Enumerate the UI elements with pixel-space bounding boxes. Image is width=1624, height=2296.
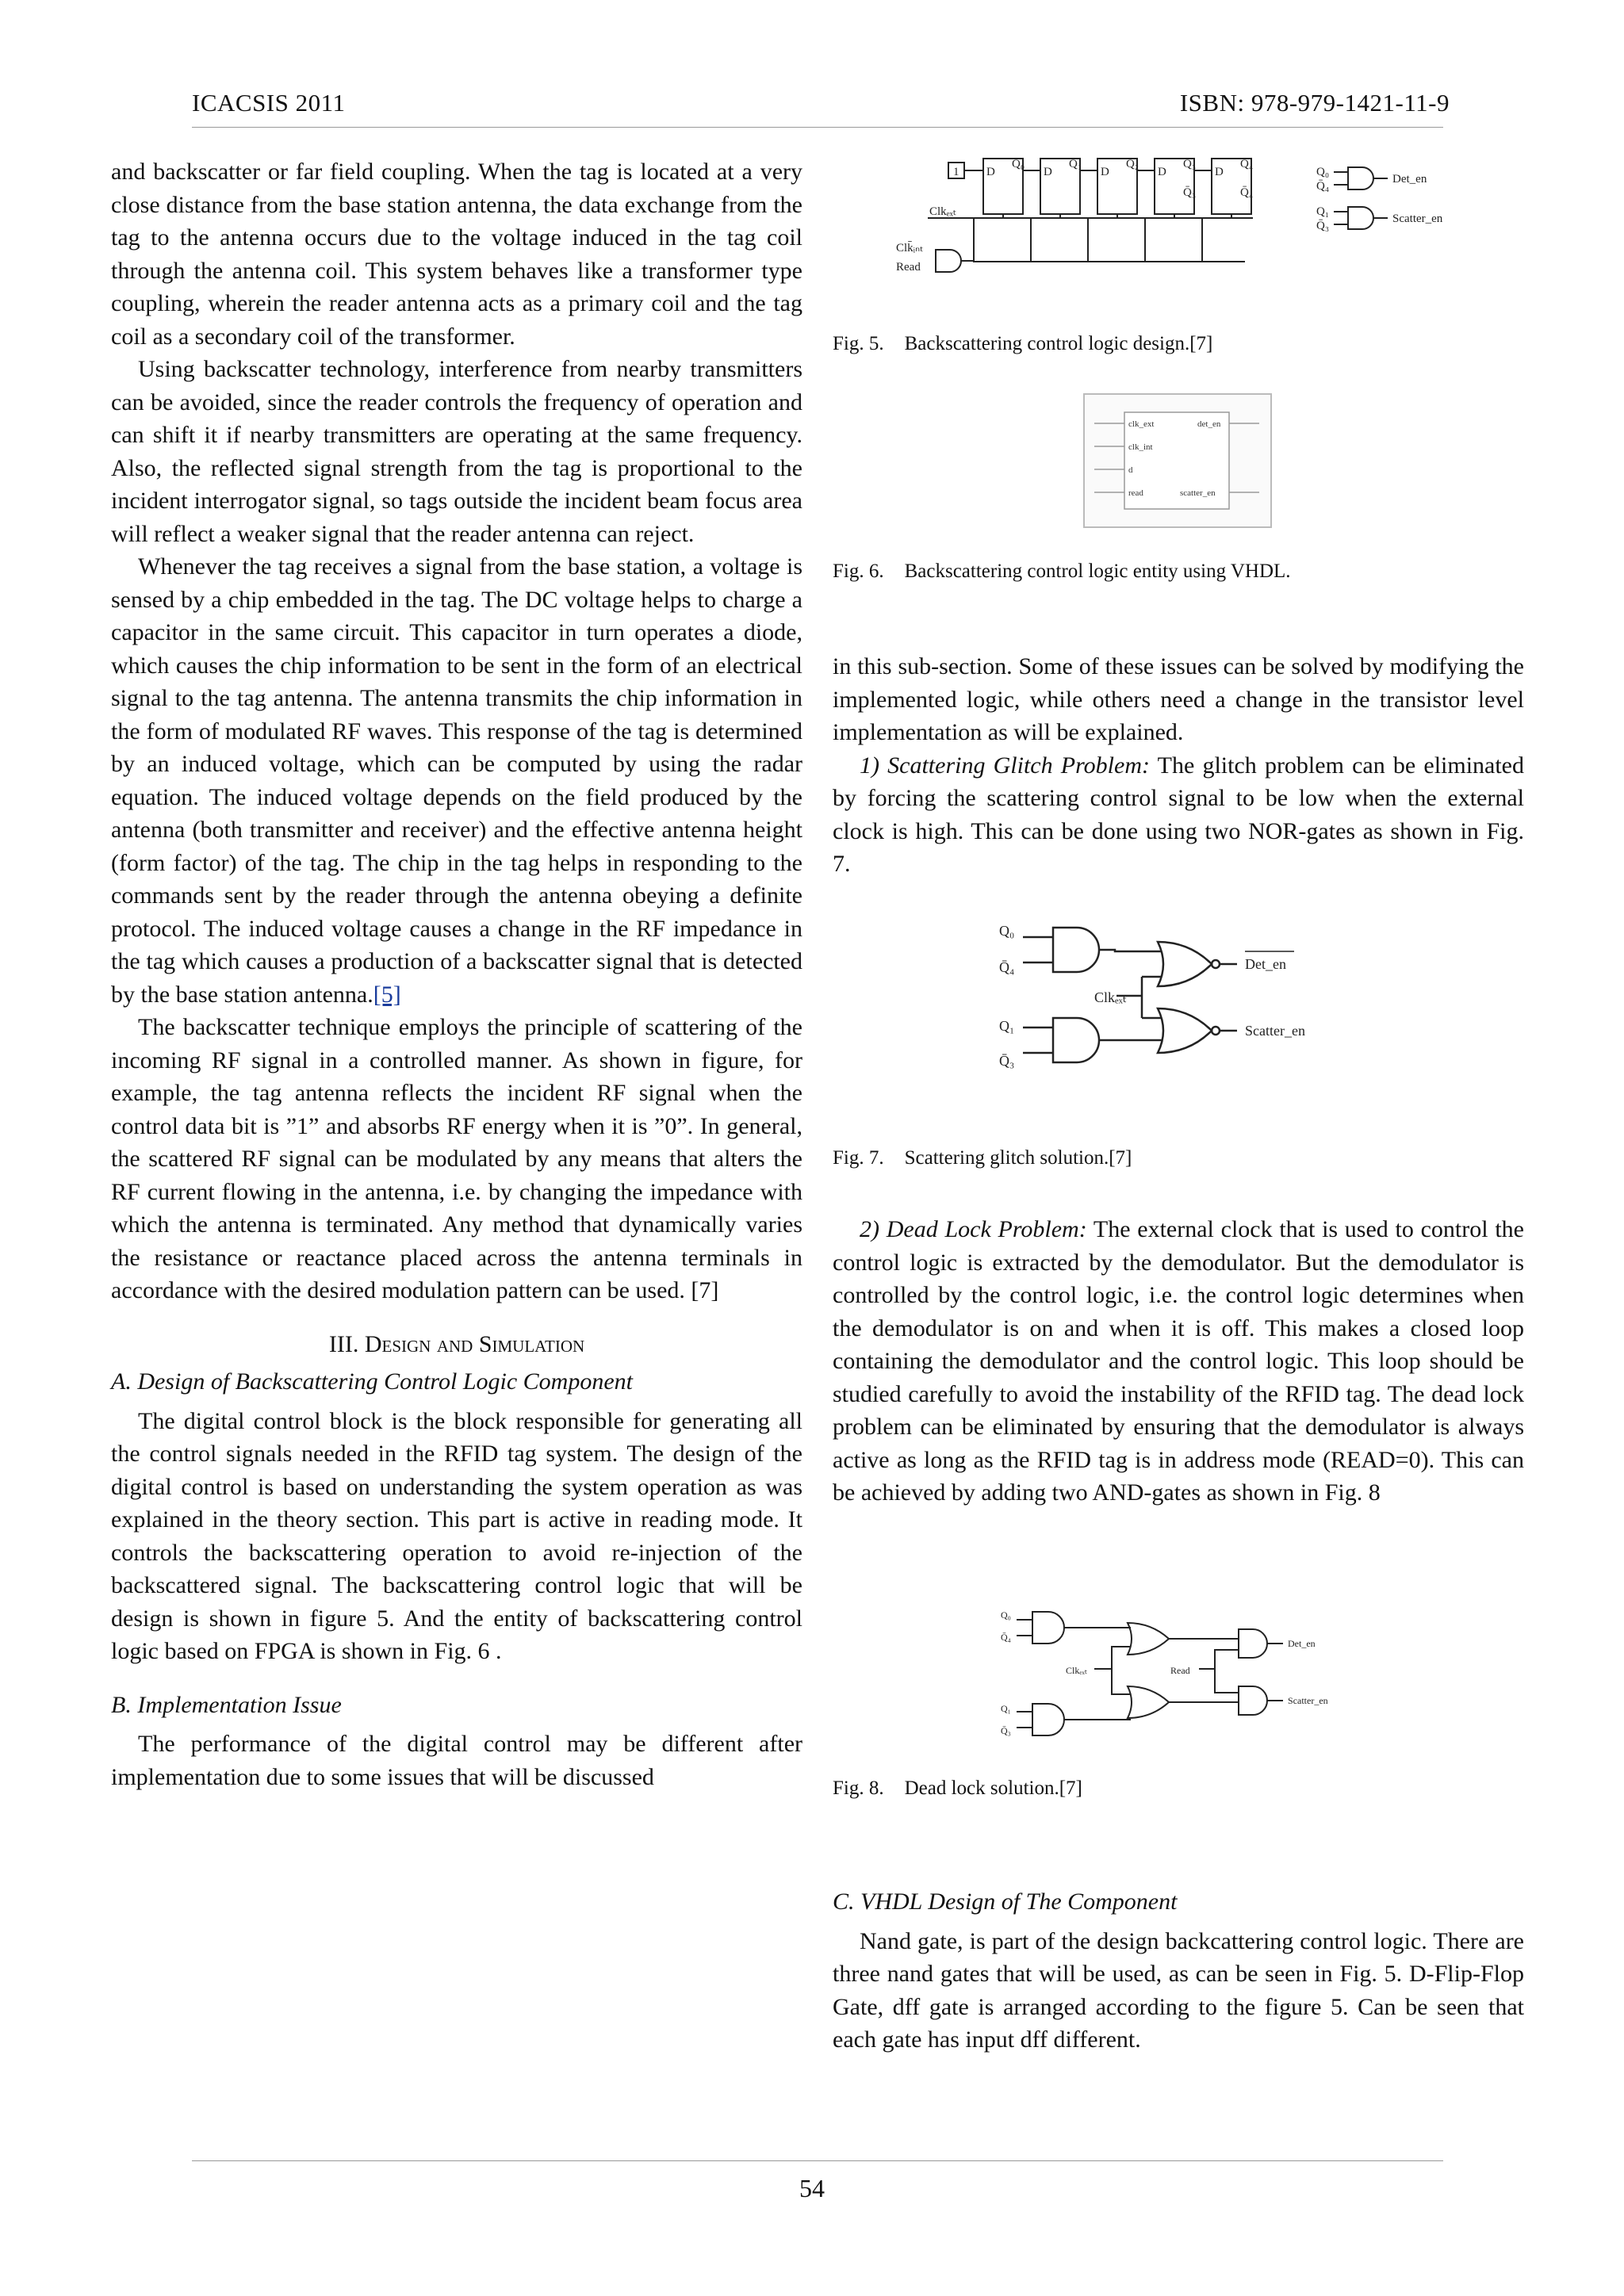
clk-ext-label: Clkₑₓₜ	[1094, 989, 1128, 1005]
figure-caption-text: Backscattering control logic design.[7]	[904, 333, 1213, 354]
read-label: Read	[1170, 1665, 1190, 1676]
ff-nq4: Q̄₄	[1240, 186, 1254, 199]
paragraph-text: The glitch problem can be eliminated by forcing the scattering control signal to be low when the external clock is high. This can be done using two NOR-gates as shown in Fig. 7.	[833, 752, 1524, 877]
paragraph-text: The external clock that is used to control the control logic is extracted by the demodulator. But the demodulator is controlled by the control logic, i.e. the control logic determines when the demodulator is on and when it is off. This makes a closed loop containing the demodulator and the control logic. This loop should be studied carefully to avoid the instability of the RFID tag. The dead lock problem can be eliminated by ensuring that the demodulator is always active as long as the RFID tag is in address mode (READ=0). This can be achieved by adding two AND-gates as shown in Fig. 8	[833, 1216, 1524, 1506]
paragraph: The backscatter technique employs the principle of scattering of the incoming RF signal in a controlled manner. As shown in figure, for example, the tag antenna reflects the incident RF signal when the control data bit is ”1” and absorbs RF energy when it is ”0”. In general, the scattered RF signal can be modulated by any means that alters the RF current flowing in the antenna, i.e. by changing the impedance with which the antenna is terminated. Any method that dynamically varies the resistance or reactance placed across the antenna terminals in accordance with the desired modulation pattern can be used. [7]	[111, 1014, 802, 1303]
citation-link[interactable]: [5]	[373, 981, 401, 1008]
ff-q0: Q₀	[1012, 158, 1025, 170]
port-read: read	[1128, 488, 1143, 498]
footer-rule	[192, 2160, 1443, 2161]
ff-q3: Q₃	[1183, 158, 1197, 170]
paragraph: and backscatter or far field coupling. When the tag is located at a very close distance from the base station antenna, the data exchange from the tag to the antenna occurs due to the voltage induced in the tag coil through the antenna coil. This system behaves like a transformer type coupling, wherein the reader antenna acts as a primary coil and the tag coil as a secondary coil of the transformer.	[111, 159, 802, 350]
clk-ext-label: Clkₑₓₜ	[929, 205, 957, 218]
section-title: Design and Simulation	[364, 1330, 585, 1357]
clk-ext-label: Clkₑₓₜ	[1066, 1665, 1088, 1676]
paragraph: The digital control block is the block responsible for generating all the control signals needed in the RFID tag system. The design of the digital control is based on understanding the system operation as was explained in the theory section. This part is active in reading mode. It controls the backscattering operation to avoid re-injection of the backscattered signal. The backscattering control logic that will be design is shown in figure 5. And the entity of backscattering control logic based on FPGA is shown in Fig. 6 .	[111, 1407, 802, 1664]
figure-6-caption	[833, 561, 1291, 583]
scatter-en-output: Scatter_en	[1288, 1695, 1328, 1706]
paragraph-text: Whenever the tag receives a signal from the base station, a voltage is sensed by a chip embedded in the tag. The DC voltage helps to charge a capacitor in the same circuit. This capacitor in turn operates a diode, which causes the chip information to be sent in the form of an electrical signal to the tag antenna. The antenna transmits the chip information in the form of modulated RF waves. This response of the tag is determined by an induced voltage, which can be computed by using the radar equation. The induced voltage depends on the field produced by the antenna (both transmitter and receiver) and the effective antenna height (form factor) of the tag. The chip in the tag helps in responding to the commands sent by the reader through the antenna obeying a definite protocol. The induced voltage causes a change in the RF impedance in the tag which causes a production of a backscatter signal that is detected by the base station antenna.	[111, 553, 802, 1008]
subsection-heading: B. Implementation Issue	[111, 1691, 342, 1718]
input-nq4: Q̄₄	[999, 959, 1015, 975]
figure-8-diagram	[1001, 1605, 1350, 1756]
right-column-middle	[833, 1213, 1524, 1510]
ff-q4: Q₄	[1240, 158, 1254, 170]
ff-d: D	[1044, 166, 1052, 178]
input-nq3: Q̄₃	[1001, 1725, 1011, 1736]
running-header-conference: ICACSIS 2011	[192, 89, 346, 117]
port-clk-int: clk_int	[1128, 442, 1153, 452]
page-number: 54	[799, 2174, 825, 2202]
input-q1: Q₁	[999, 1018, 1015, 1034]
clk-int-label: Clk̄ᵢₙₜ	[896, 242, 924, 254]
port-clk-ext: clk_ext	[1128, 419, 1155, 429]
port-d: d	[1128, 465, 1133, 475]
paragraph	[833, 749, 1524, 881]
figure-6-diagram	[1083, 393, 1272, 528]
scatter-en-output: Scatter_en	[1245, 1023, 1305, 1039]
ff-d: D	[1215, 166, 1224, 178]
port-det-en: det_en	[1197, 419, 1221, 429]
right-column-top	[833, 650, 1524, 881]
subsubsection-heading: 2) Dead Lock Problem:	[860, 1216, 1087, 1242]
subsection-heading: C. VHDL Design of The Component	[833, 1888, 1178, 1915]
paragraph: in this sub-section. Some of these issues can be solved by modifying the implemented logic, while others need a change in the transistor level implementation as will be explained.	[833, 653, 1524, 745]
paragraph: Nand gate, is part of the design backcattering control logic. There are three nand gates that will be used, as can be seen in Fig. 5. D-Flip-Flop Gate, dff gate is arranged according to the figure 5. Can be seen that each gate has input dff different.	[833, 1927, 1524, 2053]
const-one: 1	[953, 166, 959, 178]
paragraph	[111, 550, 802, 1011]
figure-7-diagram	[999, 920, 1380, 1086]
figure-caption-text: Scattering glitch solution.[7]	[904, 1147, 1132, 1169]
paragraph: The performance of the digital control may be different after implementation due to some issues that will be discussed	[111, 1731, 802, 1790]
det-en-output: Det_en	[1288, 1638, 1316, 1649]
figure-caption-text: Dead lock solution.[7]	[904, 1777, 1082, 1799]
section-number: III.	[328, 1330, 359, 1357]
input-nq4: Q̄₄	[1001, 1632, 1011, 1643]
right-column-bottom	[833, 1885, 1524, 2057]
ff-nq3: Q̄₃	[1183, 186, 1197, 199]
read-label: Read	[896, 261, 921, 274]
input-q0: Q₀	[1001, 1609, 1011, 1621]
subsubsection-heading: 1) Scattering Glitch Problem:	[860, 752, 1150, 779]
figure-8-caption	[833, 1777, 1082, 1800]
figure-label: Fig. 7.	[833, 1147, 884, 1169]
scatter-en-output: Scatter_en	[1392, 212, 1443, 225]
input-q1: Q₁	[1001, 1703, 1011, 1714]
nq4-input: Q̄₄	[1316, 180, 1330, 193]
det-en-output: Det_en	[1392, 173, 1427, 186]
det-en-output: Det_en	[1245, 956, 1286, 972]
input-q0: Q₀	[999, 923, 1015, 939]
figure-label: Fig. 5.	[833, 333, 884, 354]
q0-input: Q₀	[1316, 166, 1330, 178]
left-column	[111, 155, 802, 1793]
header-rule	[192, 127, 1443, 128]
figure-5-caption	[833, 333, 1212, 355]
ff-q2: Q₂	[1126, 158, 1139, 170]
nq3-input: Q̄₃	[1316, 220, 1330, 232]
figure-7-caption	[833, 1147, 1132, 1169]
figure-caption-text: Backscattering control logic entity using VHDL.	[904, 561, 1291, 582]
port-scatter-en: scatter_en	[1180, 488, 1216, 498]
ff-q1: Q₁	[1069, 158, 1082, 170]
paragraph: Using backscatter technology, interference from nearby transmitters can be avoided, since the reader controls the frequency of operation and can shift it if nearby transmitters are operating at the same frequency. Also, the reflected signal strength from the tag is proportional to the incident interrogator signal, so tags outside the incident beam focus area will reflect a weaker signal that the reader antenna can reject.	[111, 356, 802, 547]
subsection-heading: A. Design of Backscattering Control Logic Component	[111, 1368, 633, 1395]
figure-label: Fig. 6.	[833, 561, 884, 582]
input-nq3: Q̄₃	[999, 1053, 1015, 1069]
ff-d: D	[1101, 166, 1109, 178]
figure-label: Fig. 8.	[833, 1777, 884, 1799]
section-heading	[111, 1328, 802, 1361]
running-header-isbn: ISBN: 978-979-1421-11-9	[1179, 89, 1450, 117]
figure-5-diagram	[872, 155, 1475, 281]
ff-d: D	[1158, 166, 1166, 178]
paragraph	[833, 1213, 1524, 1510]
ff-d: D	[986, 166, 995, 178]
q1-input: Q₁	[1316, 205, 1330, 218]
